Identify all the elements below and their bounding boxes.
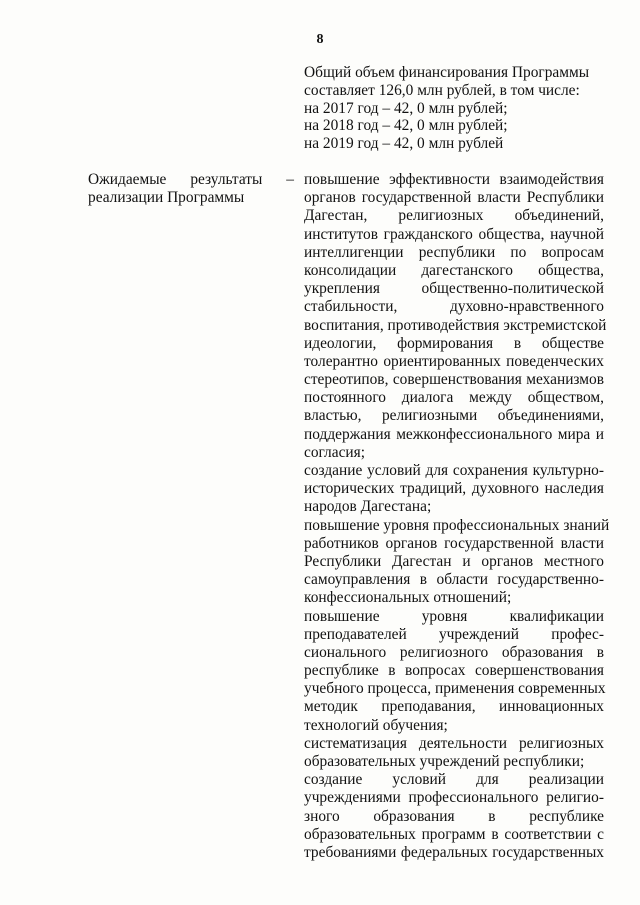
results-line: воспитания, противодействия экстремистской	[304, 316, 607, 334]
results-line: интеллигенции республики по вопросам	[304, 243, 604, 261]
results-line: методик преподавания, инновационных	[304, 698, 604, 716]
results-line: поддержания межконфессионального мира и	[304, 425, 604, 443]
results-line: конфессиональных отношений;	[304, 589, 512, 607]
label-word-expected: Ожидаемые	[88, 171, 167, 188]
results-line: институтов гражданского общества, научной	[304, 225, 604, 243]
results-line: самоуправления в области государственно-	[304, 571, 604, 589]
label-word-results: результаты	[190, 171, 263, 188]
results-line: сионального религиозного образования в	[304, 643, 604, 661]
results-line: стереотипов, совершенствования механизмов	[304, 371, 604, 389]
results-line: образовательных программ в соответствии с	[304, 825, 604, 843]
results-line: стабильности, духовно-нравственного	[304, 298, 604, 316]
funding-line: на 2019 год – 42, 0 млн рублей	[304, 135, 504, 153]
results-line: работников органов государственной власти	[304, 534, 604, 552]
results-line: систематизация деятельности религиозных	[304, 734, 604, 752]
funding-line: составляет 126,0 млн рублей, в том числе:	[304, 81, 580, 99]
results-line: технологий обучения;	[304, 716, 448, 734]
results-line: органов государственной власти Республики	[304, 189, 604, 207]
results-line: толерантно ориентированных поведенческих	[304, 352, 604, 370]
results-line: консолидации дагестанского общества,	[304, 261, 604, 279]
results-line: народов Дагестана;	[304, 498, 432, 516]
results-line: властью, религиозными объединениями,	[304, 407, 604, 425]
funding-line: Общий объем финансирования Программы	[304, 64, 590, 81]
results-line: преподавателей учреждений профес-	[304, 625, 604, 643]
results-line: идеологии, формирования в обществе	[304, 334, 604, 352]
funding-line: на 2018 год – 42, 0 млн рублей;	[304, 117, 508, 135]
results-line: зного образования в республике	[304, 807, 604, 825]
results-line: образовательных учреждений республики;	[304, 753, 585, 770]
results-line: постоянного диалога между обществом,	[304, 389, 604, 407]
results-line: Республики Дагестан и органов местного	[304, 552, 604, 570]
results-line: создание условий для сохранения культурно-	[304, 462, 604, 479]
results-line: исторических традиций, духовного наследия	[304, 480, 604, 498]
results-line: согласия;	[304, 443, 365, 461]
results-line: Дагестан, религиозных объединений,	[304, 207, 604, 225]
results-line: учреждениями профессионального религио-	[304, 789, 604, 807]
results-line: повышение уровня профессиональных знаний	[304, 516, 610, 534]
label-dash: –	[286, 171, 294, 188]
results-text	[304, 171, 610, 862]
results-line: создание условий для реализации	[304, 771, 604, 789]
results-line: республике в вопросах совершенствования	[304, 662, 604, 680]
funding-block	[304, 64, 604, 153]
results-label	[88, 171, 294, 207]
funding-line: на 2017 год – 42, 0 млн рублей;	[304, 99, 508, 117]
results-line: повышение эффективности взаимодействия	[304, 171, 604, 188]
results-line: учебного процесса, применения современных	[304, 680, 606, 698]
page-number: 8	[316, 32, 324, 47]
results-line: требованиями федеральных государственных	[304, 843, 604, 861]
results-line: повышение уровня квалификации	[304, 607, 604, 625]
results-label-line2: реализации Программы	[88, 188, 245, 206]
results-line: укрепления общественно-политической	[304, 280, 604, 298]
results-label-line1	[88, 171, 294, 189]
